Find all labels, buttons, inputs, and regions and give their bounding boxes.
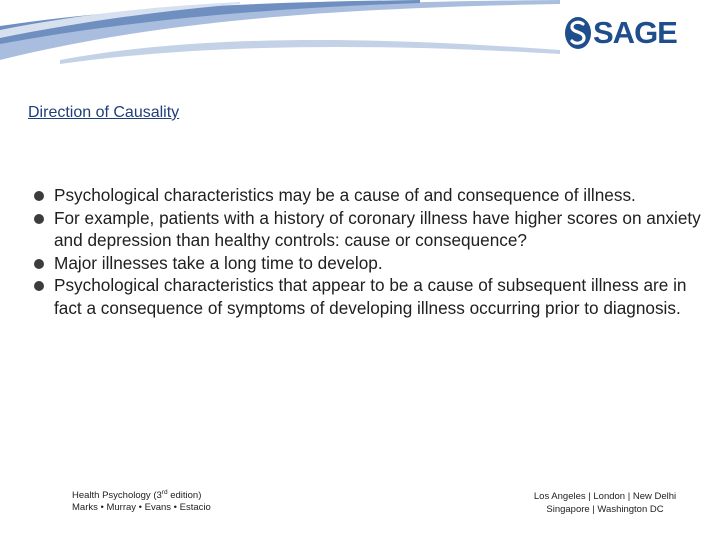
book-title (72, 487, 211, 502)
bullet-item (34, 184, 704, 207)
locations-line-2: Singapore | Washington DC (546, 503, 664, 515)
bullet-text: Psychological characteristics may be a cause of and consequence of illness. (54, 185, 636, 205)
bullet-dot-icon (34, 259, 44, 269)
bullet-dot-icon (34, 191, 44, 201)
bullet-dot-icon (34, 214, 44, 224)
swoosh-lower-band (60, 40, 560, 64)
locations-line-1: Los Angeles | London | New Delhi (533, 491, 677, 502)
book-title-prefix: Health Psychology (3 (72, 490, 162, 502)
bullet-list (34, 184, 704, 319)
book-citation (72, 487, 211, 514)
bullet-dot-icon (34, 281, 44, 291)
book-title-suffix: edition) (167, 490, 202, 502)
bullet-text: Psychological characteristics that appear to be a cause of subsequent illness are in fact a consequence of symptoms of developing illness occurring prior to diagnosis. (54, 275, 687, 318)
book-authors: Marks • Murray • Evans • Estacio (72, 502, 211, 514)
slide-title: Direction of Causality (28, 104, 180, 121)
bullet-item (34, 207, 704, 252)
sage-s-icon (564, 16, 592, 50)
sage-logo-text: SAGE (593, 15, 677, 50)
publisher-locations (505, 491, 705, 516)
bullet-item (34, 252, 704, 275)
bullet-item (34, 274, 704, 319)
bullet-text: For example, patients with a history of coronary illness have higher scores on anxiety and depression than healthy controls: cause or consequence? (54, 207, 701, 250)
bullet-text: Major illnesses take a long time to develop. (54, 252, 383, 273)
sage-logo (564, 16, 677, 50)
book-title-sup: rd (161, 489, 168, 496)
